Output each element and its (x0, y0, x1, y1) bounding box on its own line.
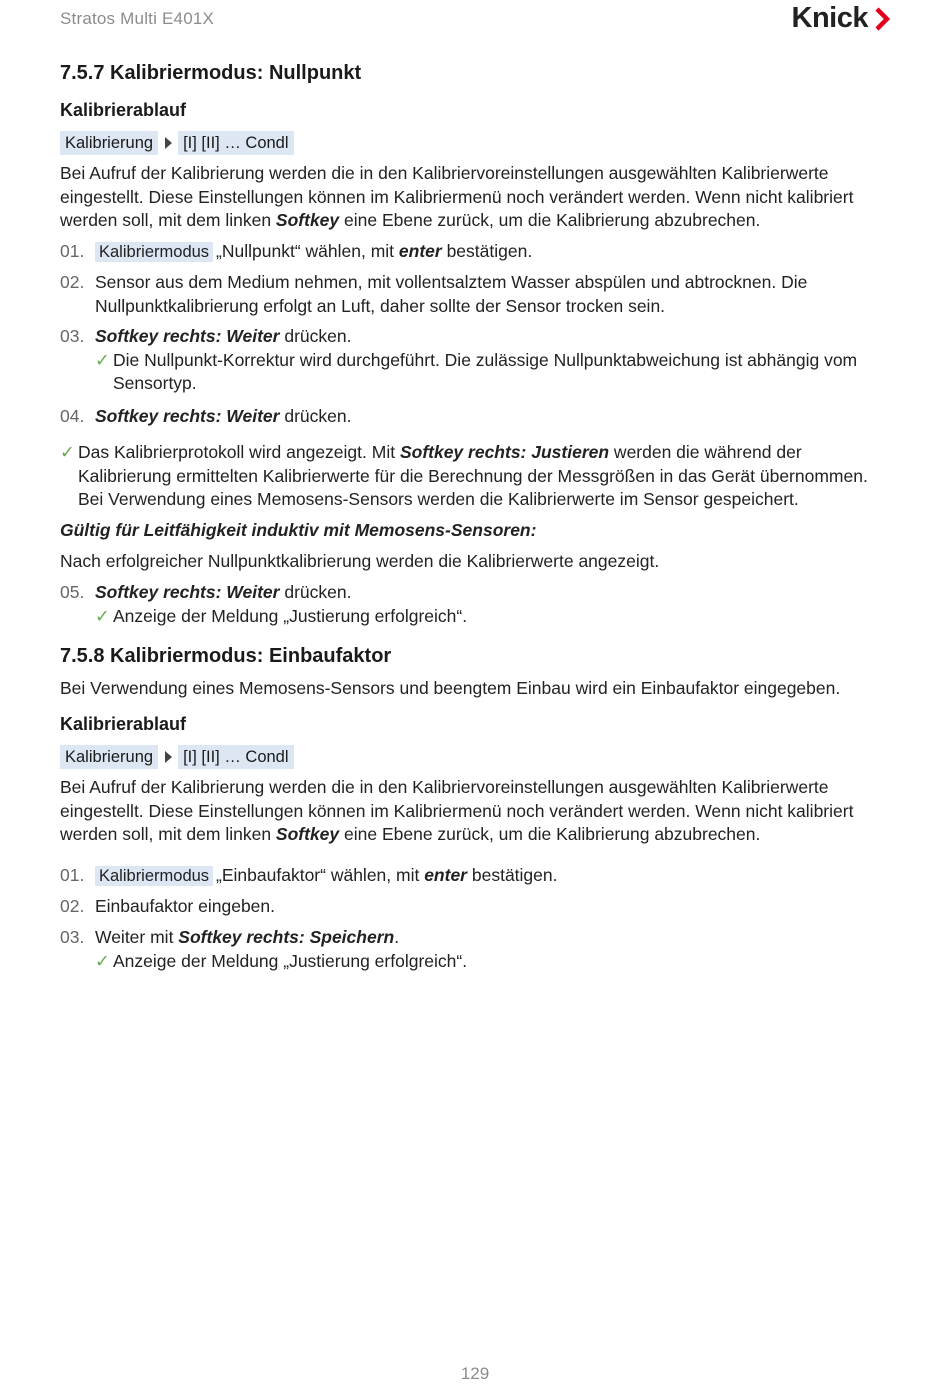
knick-logo (792, 2, 890, 35)
step-04: 04. Softkey rechts: Weiter drücken. (60, 405, 890, 429)
step-01: 01. Kalibriermodus „Nullpunkt“ wählen, mit enter bestätigen. (60, 240, 890, 265)
logo-chevron-icon (874, 7, 890, 31)
step-number: 03. (60, 927, 85, 947)
intro-paragraph-2: Bei Aufruf der Kalibrierung werden die in den Kalibriervoreinstellungen ausgewählten Kalibrierwerte eingestellt. Diese Einstellungen können im Kalibriermenü noch verändert werden. Wenn nicht kalibriert werden soll, mit dem linken Softkey eine Ebene zurück, um die Kalibrierung abzubrechen. (60, 777, 854, 844)
check-icon: ✓ (95, 349, 110, 370)
step-05: 05. Softkey rechts: Weiter drücken. ✓ Anzeige der Meldung „Justierung erfolgreich“. (60, 581, 890, 628)
document-title: Stratos Multi E401X (60, 9, 215, 28)
subheading-kalibrierablauf-2: Kalibrierablauf (60, 714, 187, 734)
step-number: 01. (60, 865, 85, 885)
intro-paragraph: Bei Aufruf der Kalibrierung werden die in den Kalibriervoreinstellungen ausgewählten Kalibrierwerte eingestellt. Diese Einstellungen können im Kalibriermenü noch verändert werden. Wenn nicht kalibriert werden soll, mit dem linken Softkey eine Ebene zurück, um die Kalibrierung abzubrechen. (60, 163, 854, 230)
calibration-result: ✓ Das Kalibrierprotokoll wird angezeigt. Mit Softkey rechts: Justieren werden die während der Kalibrierung ermittelten Kalibrierwerte für die Berechnung der Messgrößen in das Gerät übernommen. Bei Verwendung eines Memosens-Sensors werden die Kalibrierwerte im Sensor gespeichert. (60, 441, 890, 512)
menu-arrow-icon (165, 751, 172, 763)
check-icon: ✓ (95, 950, 110, 971)
step-number: 05. (60, 582, 85, 602)
step-text: Sensor aus dem Medium nehmen, mit vollentsalztem Wasser abspülen und abtrocknen. Die Nullpunktkalibrierung erfolgt an Luft, daher sollte der Sensor trocken sein. (95, 272, 808, 316)
section2-intro: Bei Verwendung eines Memosens-Sensors und beengtem Einbau wird ein Einbaufaktor eingegeben. (60, 678, 841, 698)
after-note: Nach erfolgreicher Nullpunktkalibrierung werden die Kalibrierwerte angezeigt. (60, 551, 660, 571)
validity-note: Gültig für Leitfähigkeit induktiv mit Memosens-Sensoren: (60, 520, 537, 540)
check-icon: ✓ (95, 605, 110, 626)
step-02 (60, 271, 890, 318)
step2-02 (60, 895, 890, 919)
menu-path-2 (60, 745, 294, 769)
step2-01: 01. Kalibriermodus „Einbaufaktor“ wählen, mit enter bestätigen. (60, 864, 890, 889)
step-result: ✓ Die Nullpunkt-Korrektur wird durchgeführt. Die zulässige Nullpunktabweichung ist abhängig vom Sensortyp. (95, 349, 890, 396)
check-icon: ✓ (60, 442, 75, 462)
step2-03: 03. Weiter mit Softkey rechts: Speichern. ✓ Anzeige der Meldung „Justierung erfolgreich“. (60, 926, 890, 973)
section-heading-einbaufaktor: 7.5.8 Kalibriermodus: Einbaufaktor (60, 645, 392, 667)
step-result: ✓ Anzeige der Meldung „Justierung erfolgreich“. (95, 950, 890, 974)
menu-path (60, 131, 294, 155)
menu-chip-kalibrierung: Kalibrierung (60, 131, 158, 155)
menu-chip-channel: [I] [II] … Condl (178, 745, 293, 769)
menu-chip-channel: [I] [II] … Condl (178, 131, 293, 155)
subheading-kalibrierablauf: Kalibrierablauf (60, 100, 187, 120)
section-heading-nullpunkt: 7.5.7 Kalibriermodus: Nullpunkt (60, 62, 362, 84)
page-number: 129 (460, 1364, 490, 1383)
step-number: 02. (60, 896, 85, 916)
menu-chip-kalibriermodus: Kalibriermodus (95, 242, 213, 262)
step-text: Einbaufaktor eingeben. (95, 896, 275, 916)
step-number: 02. (60, 272, 85, 292)
step-number: 01. (60, 241, 85, 261)
logo-wordmark: Knick (791, 2, 868, 34)
menu-arrow-icon (165, 137, 172, 149)
step-number: 04. (60, 406, 85, 426)
menu-chip-kalibrierung: Kalibrierung (60, 745, 158, 769)
step-number: 03. (60, 326, 85, 346)
step-03: 03. Softkey rechts: Weiter drücken. ✓ Die Nullpunkt-Korrektur wird durchgeführt. Die zulässige Nullpunktabweichung ist abhängig vom Sensortyp. (60, 325, 890, 396)
step-result: ✓ Anzeige der Meldung „Justierung erfolgreich“. (95, 605, 890, 629)
menu-chip-kalibriermodus: Kalibriermodus (95, 866, 213, 886)
